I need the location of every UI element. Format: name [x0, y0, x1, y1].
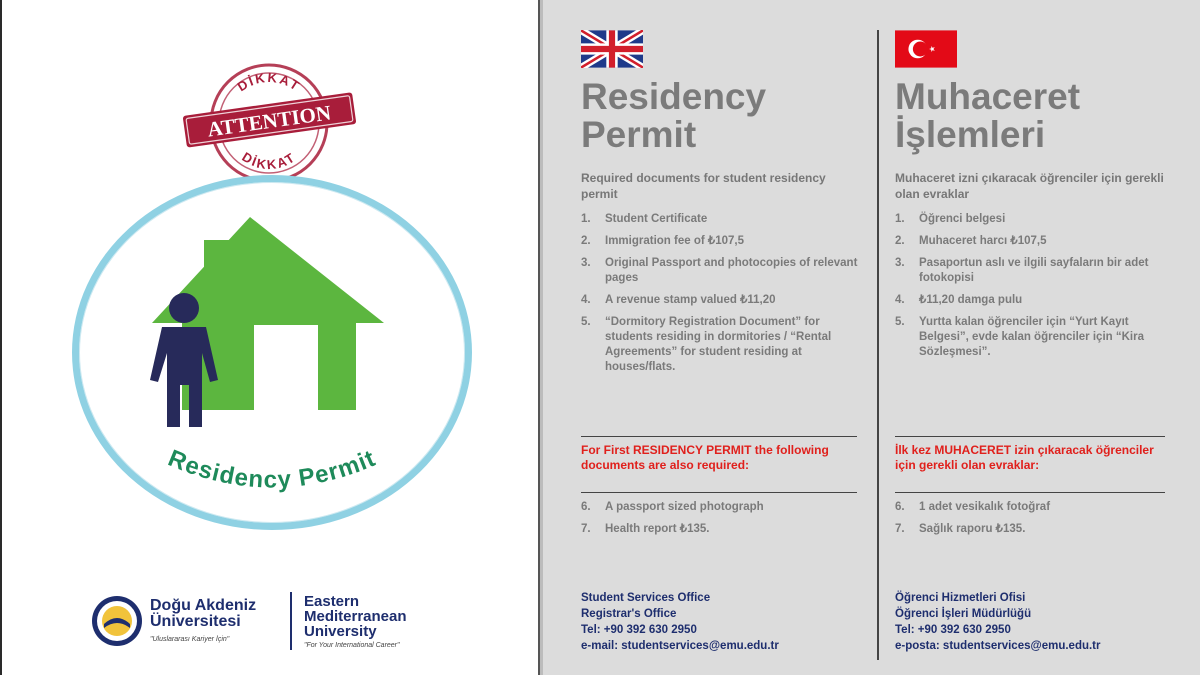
office-name: Student Services Office — [581, 592, 711, 604]
university-logos — [90, 592, 510, 662]
list-item: 6. 1 adet vesikalık fotoğraf — [895, 501, 1051, 513]
house-icon — [122, 205, 392, 455]
contact-block-en — [581, 590, 881, 654]
stamp-top-word: DİKKAT — [234, 69, 304, 95]
right-panel — [540, 0, 1200, 675]
list-item: 6. A passport sized photograph — [581, 501, 764, 513]
sub-office-name: Registrar's Office — [581, 608, 677, 620]
list-item: 7. Sağlık raporu ₺135. — [895, 523, 1026, 535]
svg-text:DİKKAT — [235, 70, 304, 94]
contact-block-tr — [895, 590, 1195, 654]
section-separator — [581, 492, 857, 493]
attention-stamp — [182, 58, 357, 188]
list-item: 5. Yurtta kalan öğrenciler için “Yurt Kayıt Belgesi”, evde kalan öğrenciler için “Kira Sözleşmesi”. — [895, 316, 1144, 358]
list-item: 3. Original Passport and photocopies of relevant pages — [581, 257, 858, 284]
list-item: 4. A revenue stamp valued ₺11,20 — [581, 294, 776, 306]
phone-number: Tel: +90 392 630 2950 — [895, 624, 1011, 636]
stamp-center-word: ATTENTION — [205, 100, 333, 142]
list-item: 2. Muhaceret harcı ₺107,5 — [895, 235, 1047, 247]
stamp-bottom-word: DİKKAT — [239, 149, 299, 173]
requirements-list-en — [581, 212, 866, 382]
list-item: 2. Immigration fee of ₺107,5 — [581, 235, 744, 247]
first-permit-heading-en: For First RESIDENCY PERMIT the following documents are also required: — [581, 443, 829, 472]
extra-requirements-list-tr — [895, 500, 1180, 544]
list-item: 3. Pasaportun aslı ve ilgili sayfaların bir adet fotokopisi — [895, 257, 1149, 284]
office-name: Öğrenci Hizmetleri Ofisi — [895, 592, 1026, 604]
university-seal-icon — [90, 594, 144, 648]
subtitle-tr: Muhaceret izni çıkaracak öğrenciler için gerekli olan evraklar — [895, 171, 1164, 201]
subtitle-en: Required documents for student residency permit — [581, 171, 826, 201]
uk-flag-icon — [581, 30, 643, 68]
section-separator — [895, 436, 1165, 437]
list-item: 7. Health report ₺135. — [581, 523, 710, 535]
svg-text:Residency Permit: Residency Permit — [164, 444, 380, 494]
logo-tr-motto: "Uluslararası Kariyer İçin" — [150, 636, 230, 643]
phone-number: Tel: +90 392 630 2950 — [581, 624, 697, 636]
first-permit-heading-tr: İlk kez MUHACERET izin çıkaracak öğrenciler için gerekli olan evraklar: — [895, 443, 1154, 472]
badge-label — [102, 420, 442, 530]
column-divider — [877, 30, 879, 660]
email-address: e-posta: studentservices@emu.edu.tr — [895, 640, 1101, 652]
logo-en-name: Eastern Mediterranean University — [304, 593, 407, 640]
page-title-en: Residency Permit — [581, 76, 767, 155]
list-item: 1. Öğrenci belgesi — [895, 213, 1006, 225]
page-title-tr: Muhaceret İşlemleri — [895, 76, 1081, 155]
logo-divider — [290, 592, 292, 650]
left-panel — [0, 0, 540, 675]
sub-office-name: Öğrenci İşleri Müdürlüğü — [895, 608, 1032, 620]
list-item: 1. Student Certificate — [581, 213, 708, 225]
list-item: 4. ₺11,20 damga pulu — [895, 294, 1023, 306]
email-address: e-mail: studentservices@emu.edu.tr — [581, 640, 779, 652]
extra-requirements-list-en — [581, 500, 866, 544]
section-separator — [895, 492, 1165, 493]
logo-tr-name: Doğu Akdeniz Üniversitesi — [150, 597, 257, 630]
section-separator — [581, 436, 857, 437]
logo-en-motto: "For Your International Career" — [304, 642, 400, 649]
list-item: 5. “Dormitory Registration Document” for students residing in dormitories / “Rental Agreements” for student residing at houses/flats. — [581, 316, 832, 373]
requirements-list-tr — [895, 212, 1180, 367]
turkey-flag-icon — [895, 30, 957, 68]
